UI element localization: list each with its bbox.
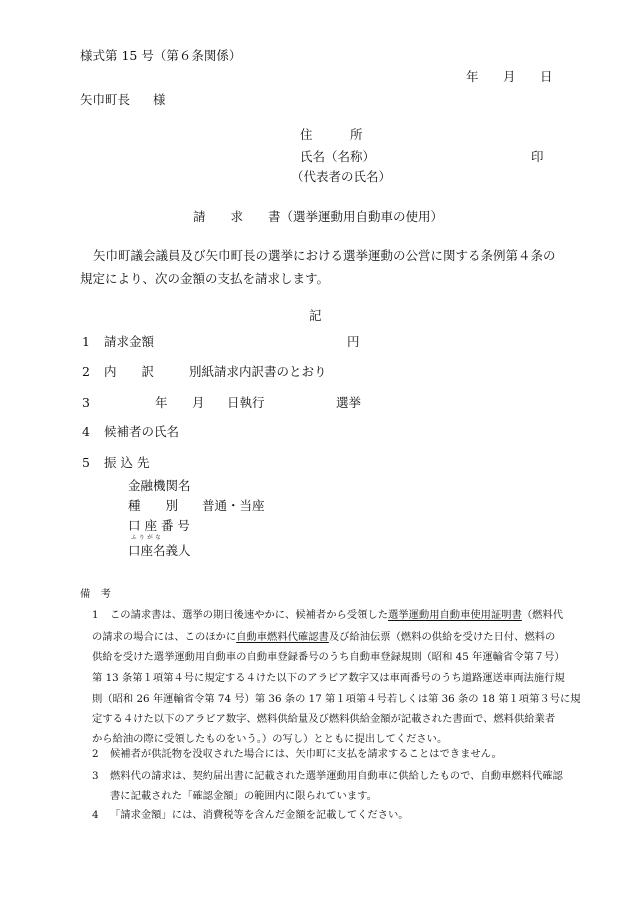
item-3-year: 年 [155, 395, 168, 410]
item-1-number: 1 [82, 334, 90, 349]
item-2-number: 2 [82, 364, 90, 379]
item-5-label: 振 込 先 [104, 455, 150, 470]
note-2-text: 候補者が供託物を没収された場合には、矢巾町に支払を請求することはできません。 [110, 748, 502, 760]
name-label: 氏名（名称） [300, 149, 376, 164]
note-3-line-2: 書に記載された「確認金額」の範囲内に限られています。 [110, 790, 377, 802]
representative-label: （代表者の氏名） [291, 169, 392, 184]
note-1-line-7: から給油の際に受領したものをいう。）の写し）とともに提出してください。 [92, 733, 448, 745]
date-month-label: 月 [503, 69, 516, 84]
account-name-furigana: ふりがな [131, 535, 164, 541]
item-1-label: 請求金額 [104, 334, 155, 349]
document-title: 請 求 書（選挙運動用自動車の使用） [193, 209, 444, 224]
item-3-month: 月 [192, 395, 205, 410]
note-1-line-1: この請求書は、選挙の期日後速やかに、候補者から受領した選挙運動用自動車使用証明書（燃料代 [110, 609, 564, 621]
account-number-label: 口 座 番 号 [128, 518, 190, 533]
note-4-number: 4 [92, 809, 99, 821]
note-3-line-1: 燃料代の請求は、契約届出書に記載された選挙運動用自動車に供給したもので、自動車燃料代確認 [110, 770, 563, 782]
notes-heading: 備 考 [80, 588, 111, 600]
account-type-label: 種 別 [128, 498, 179, 513]
intro-line-1: 矢巾町議会議員及び矢巾町長の選挙における選挙運動の公営に関する条例第４条の [93, 248, 556, 263]
note-1-line-6: 定する４けた以下のアラビア数字、燃料供給量及び燃料供給金額が記載された書面で、燃料供給業者 [92, 713, 556, 725]
date-year-label: 年 [466, 69, 479, 84]
intro-line-2: 規定により、次の金額の支払を請求します。 [80, 271, 330, 286]
note-1-line-2: の請求の場合には、このほかに自動車燃料代確認書及び給油伝票（燃料の供給を受けた日付、燃料の [92, 631, 556, 643]
item-4-number: 4 [82, 424, 90, 439]
bank-name-label: 金融機関名 [128, 478, 191, 493]
item-1-unit: 円 [347, 334, 360, 349]
note-1-line-3: 供給を受けた選挙運動用自動車の自動車登録番号のうち自動車登録規則（昭和 45 年運輸省令第７号） [92, 651, 565, 663]
account-type-value: 普通・当座 [202, 498, 265, 513]
form-number: 様式第 15 号（第６条関係） [80, 48, 242, 63]
item-4-label: 候補者の氏名 [104, 424, 180, 439]
ki-mark: 記 [309, 308, 322, 323]
date-day-label: 日 [540, 69, 553, 84]
item-3-suffix: 選挙 [336, 395, 362, 410]
note-1-line-5: 則（昭和 26 年運輸省令第 74 号）第 36 条の 17 第１項第４号若しくは第 36 条の 18 第１項第３号に規 [92, 693, 581, 705]
note-3-number: 3 [92, 770, 99, 782]
item-3-held: 日執行 [227, 395, 265, 410]
address-label: 住 所 [300, 127, 363, 142]
item-5-number: 5 [82, 455, 90, 470]
addressee-honorific: 様 [153, 92, 166, 107]
note-2-number: 2 [92, 748, 99, 760]
account-name-label: 口座名義人 [128, 543, 191, 558]
addressee-name: 矢巾町長 [80, 92, 131, 107]
note-1-number: 1 [92, 609, 99, 621]
seal-mark: 印 [531, 149, 544, 164]
item-3-number: 3 [82, 395, 90, 410]
item-2-label: 内 訳 [104, 364, 155, 379]
item-2-value: 別紙請求内訳書のとおり [189, 364, 327, 379]
note-4-text: 「請求金額」には、消費税等を含んだ金額を記載してください。 [110, 809, 409, 821]
note-1-line-4: 第 13 条第１項第４号に規定する４けた以下のアラビア数字又は車両番号のうち道路運送車両法施行規 [92, 672, 565, 684]
